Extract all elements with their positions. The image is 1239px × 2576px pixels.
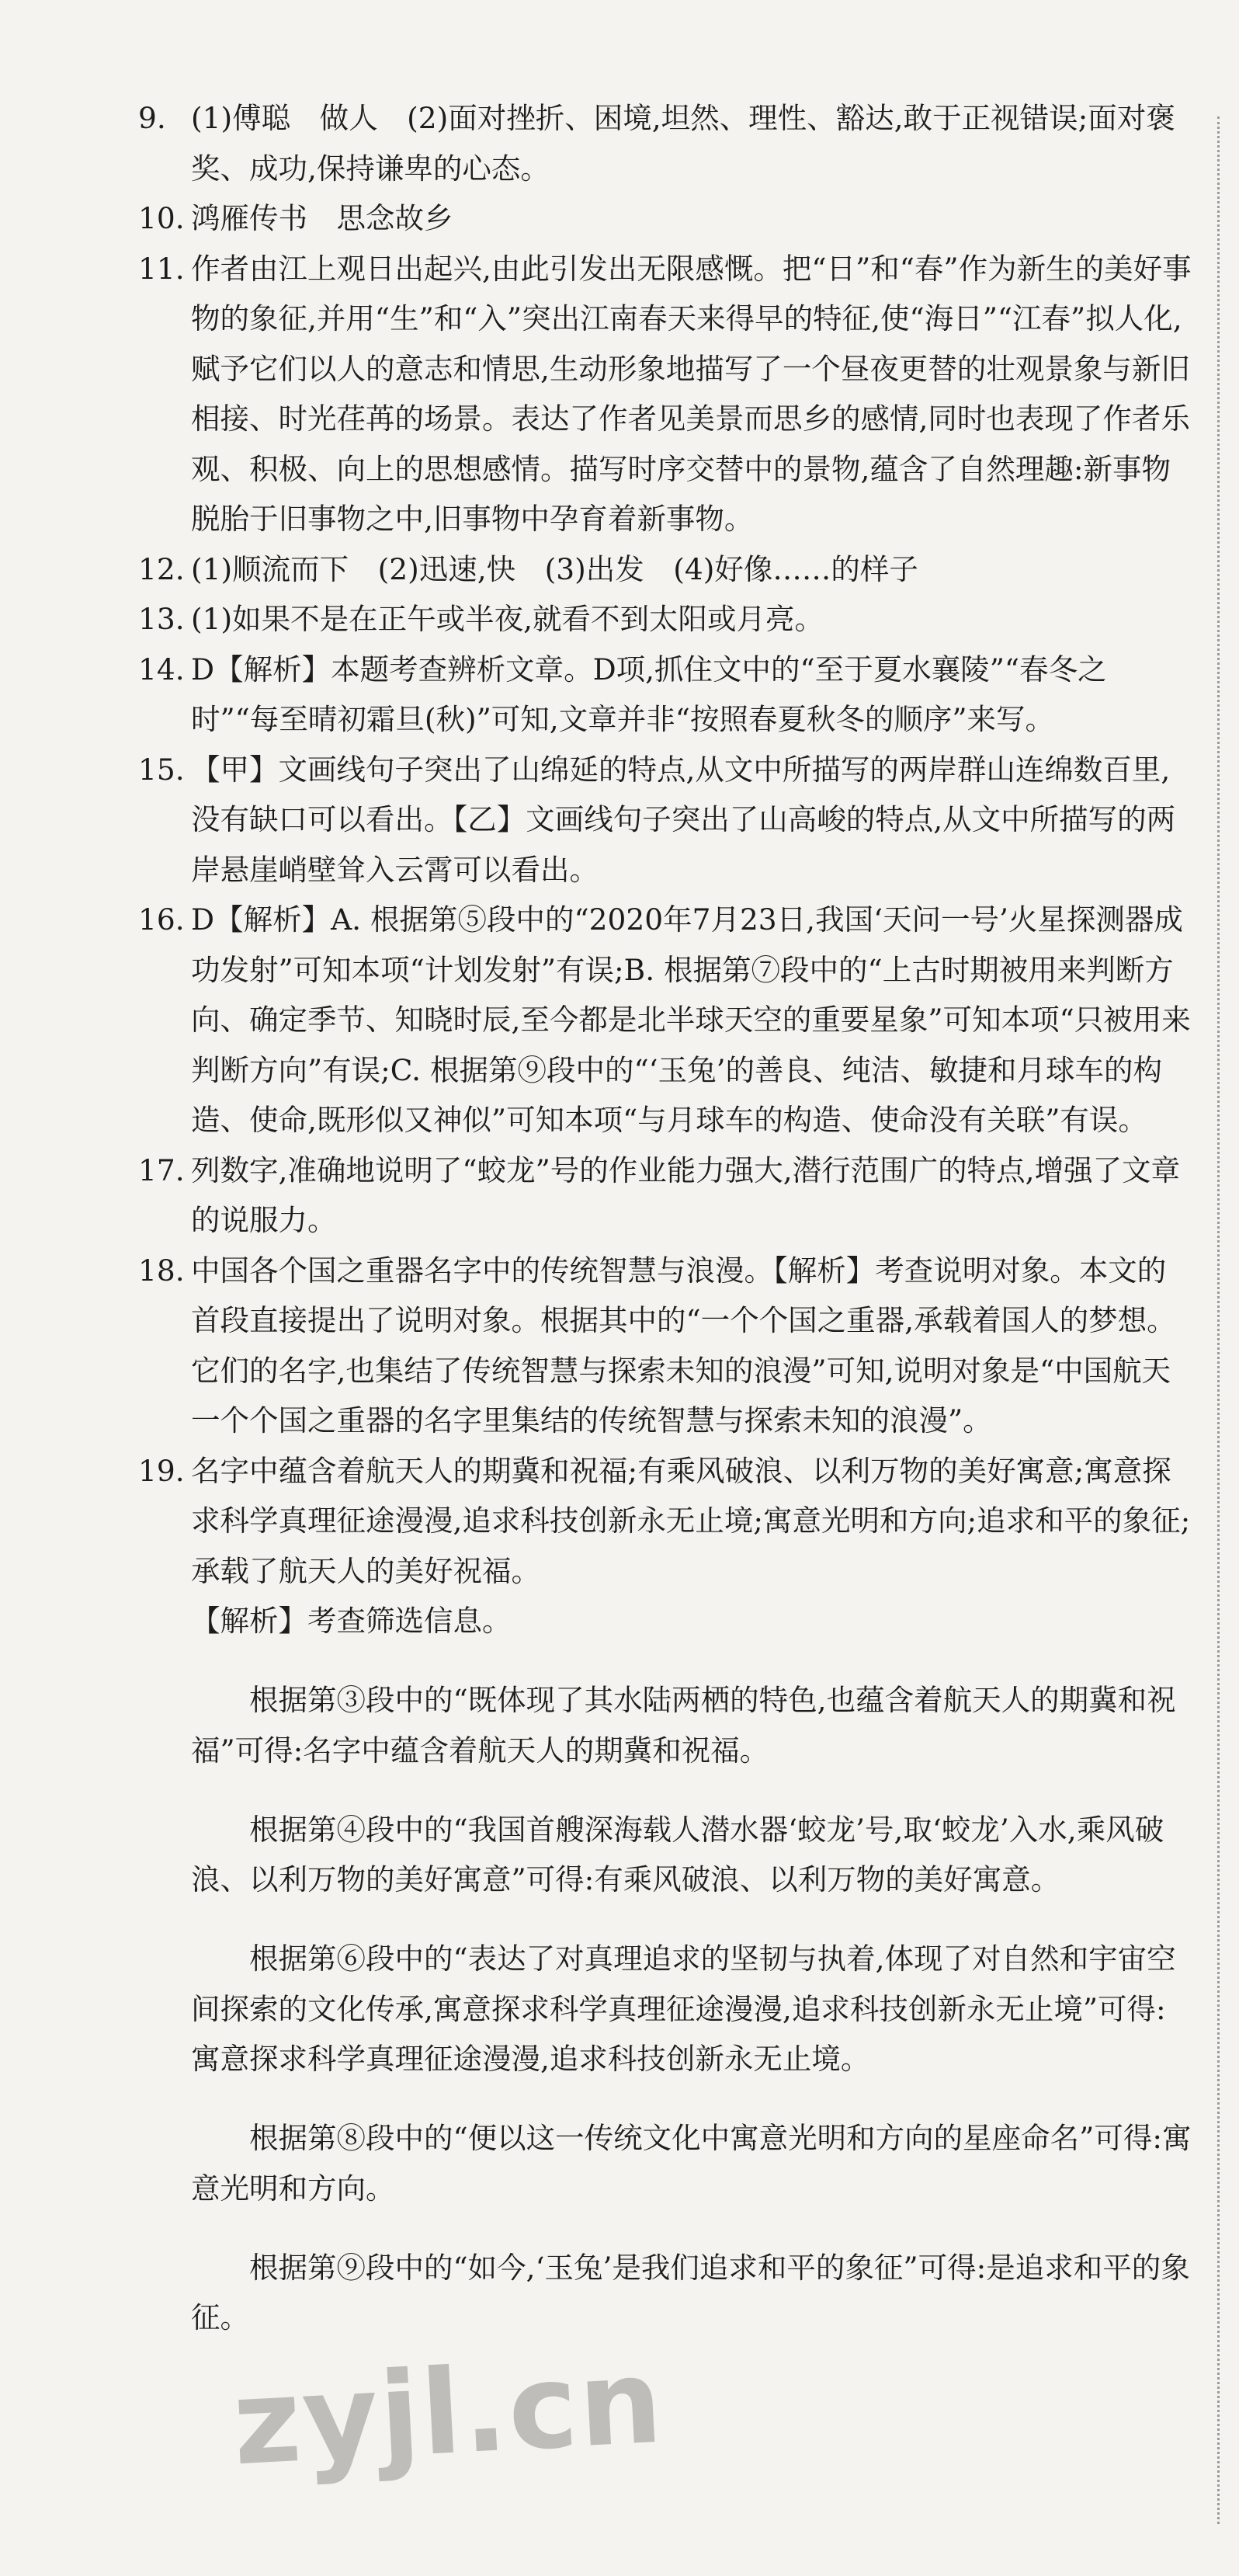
answer-item [138, 594, 1194, 645]
analysis-block [138, 1596, 1194, 2343]
answer-number: 17. [138, 1152, 185, 1187]
answer-item [138, 193, 1194, 244]
answer-number: 14. [138, 652, 185, 687]
answer-list [138, 93, 1194, 1596]
analysis-paragraph: 根据第⑧段中的“便以这一传统文化中寓意光明和方向的星座命名”可得:寓意光明和方向。 [191, 2121, 1192, 2206]
answer-text: (1)傅聪 做人 (2)面对挫折、困境,坦然、理性、豁达,敢于正视错误;面对褒奖、成功,保持谦卑的心态。 [191, 101, 1175, 186]
answer-text: 名字中蕴含着航天人的期冀和祝福;有乘风破浪、以利万物的美好寓意;寓意探求科学真理征途漫漫,追求科技创新永无止境;寓意光明和方向;追求和平的象征;承载了航天人的美好祝福。 [191, 1453, 1191, 1588]
answer-item [138, 1246, 1194, 1446]
analysis-head: 【解析】考查筛选信息。 [191, 1604, 512, 1638]
answer-item [138, 93, 1194, 193]
answer-item [138, 244, 1194, 544]
answer-number: 10. [138, 201, 185, 235]
answer-item [138, 544, 1194, 595]
analysis-paragraph: 根据第⑨段中的“如今,‘玉兔’是我们追求和平的象征”可得:是追求和平的象征。 [191, 2250, 1190, 2334]
answer-text: 列数字,准确地说明了“蛟龙”号的作业能力强大,潜行范围广的特点,增强了文章的说服力。 [191, 1152, 1181, 1237]
answer-number: 15. [138, 752, 185, 787]
answer-number: 19. [138, 1453, 185, 1488]
analysis-paragraph: 根据第⑥段中的“表达了对真理追求的坚韧与执着,体现了对自然和宇宙空间探索的文化传承,寓意探求科学真理征途漫漫,追求科技创新永无止境”可得:寓意探求科学真理征途漫漫,追求科技创新永无止境。 [191, 1942, 1176, 2076]
answer-number: 18. [138, 1253, 185, 1288]
answer-text: D【解析】A. 根据第⑤段中的“2020年7月23日,我国‘天问一号’火星探测器成功发射”可知本项“计划发射”有误;B. 根据第⑦段中的“上古时期被用来判断方向、确定季节、知晓时辰,至今都是北半球天空的重要星象”可知本项“只被用来判断方向”有误;C. 根据第⑨段中的“‘玉兔’的善良、纯洁、敏捷和月球车的构造、使命,既形似又神似”可知本项“与月球车的构造、使命没有关联”有误。 [191, 902, 1191, 1137]
answer-number: 12. [138, 551, 185, 586]
answer-item [138, 1145, 1194, 1246]
answer-text: 鸿雁传书 思念故乡 [191, 201, 453, 235]
watermark-logo: zyjl.cn [229, 2334, 667, 2492]
analysis-paragraph: 根据第③段中的“既体现了其水陆两栖的特色,也蕴含着航天人的期冀和祝福”可得:名字中蕴含着航天人的期冀和祝福。 [191, 1683, 1176, 1768]
answer-item [138, 645, 1194, 745]
answer-text: (1)如果不是在正午或半夜,就看不到太阳或月亮。 [191, 602, 824, 636]
answer-content [138, 93, 1194, 2372]
answer-number: 9. [138, 101, 166, 135]
answer-text: 【甲】文画线句子突出了山绵延的特点,从文中所描写的两岸群山连绵数百里,没有缺口可以看出。【乙】文画线句子突出了山高峻的特点,从文中所描写的两岸悬崖峭壁耸入云霄可以看出。 [191, 752, 1176, 887]
answer-number: 11. [138, 251, 185, 286]
answer-item [138, 1446, 1194, 1597]
answer-text: 中国各个国之重器名字中的传统智慧与浪漫。【解析】考查说明对象。本文的首段直接提出了说明对象。根据其中的“一个个国之重器,承载着国人的梦想。它们的名字,也集结了传统智慧与探索未知的浪漫”可知,说明对象是“中国航天一个个国之重器的名字里集结的传统智慧与探索未知的浪漫”。 [191, 1253, 1176, 1437]
answer-text: 作者由江上观日出起兴,由此引发出无限感慨。把“日”和“春”作为新生的美好事物的象征,并用“生”和“入”突出江南春天来得早的特征,使“海日”“江春”拟人化,赋予它们以人的意志和情思,生动形象地描写了一个昼夜更替的壮观景象与新旧相接、时光荏苒的场景。表达了作者见美景而思乡的感情,同时也表现了作者乐观、积极、向上的思想感情。描写时序交替中的景物,蕴含了自然理趣:新事物脱胎于旧事物之中,旧事物中孕育着新事物。 [191, 251, 1192, 536]
answer-text: (1)顺流而下 (2)迅速,快 (3)出发 (4)好像……的样子 [191, 551, 918, 586]
answer-item [138, 745, 1194, 895]
answer-text: D【解析】本题考查辨析文章。D项,抓住文中的“至于夏水襄陵”“春冬之时”“每至晴初霜旦(秋)”可知,文章并非“按照春夏秋冬的顺序”来写。 [191, 652, 1107, 736]
analysis-paragraph: 根据第④段中的“我国首艘深海载人潜水器‘蛟龙’号,取‘蛟龙’入水,乘风破浪、以利万物的美好寓意”可得:有乘风破浪、以利万物的美好寓意。 [191, 1812, 1164, 1896]
answer-number: 16. [138, 902, 185, 937]
answer-item [138, 895, 1194, 1145]
answer-number: 13. [138, 602, 185, 636]
margin-dotted-rule [1217, 116, 1220, 2524]
